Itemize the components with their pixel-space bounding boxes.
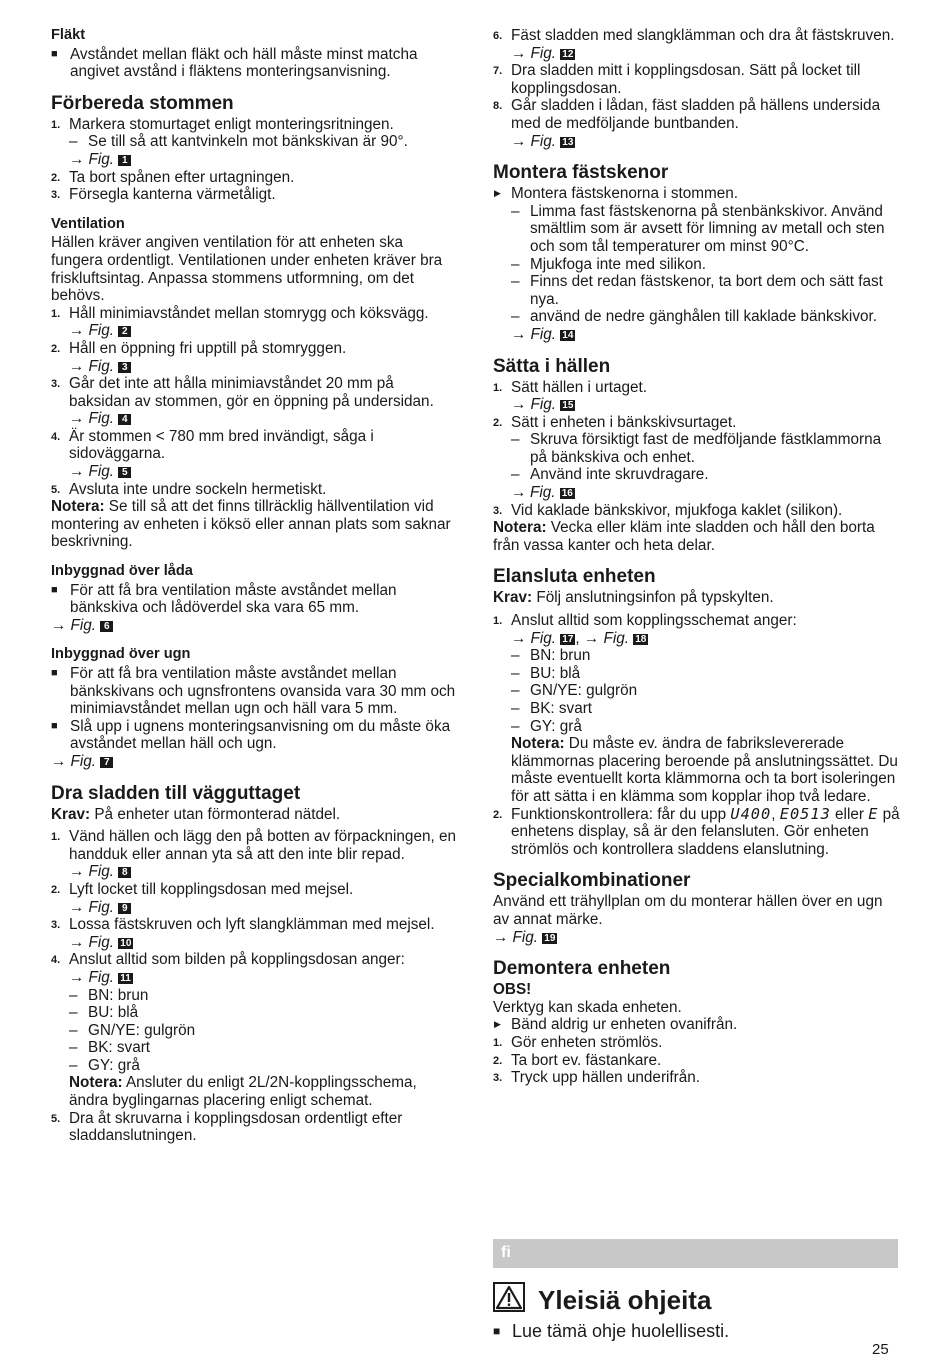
wire-item: – BK: svart bbox=[69, 1039, 151, 1057]
wire-item: – GN/YE: gulgrön bbox=[511, 682, 638, 700]
bullet-item: ■ Avståndet mellan fläkt och häll måste minst matcha angivet avstånd i fläktens monteringsanvisning. bbox=[51, 46, 459, 81]
heading-forbereda-stommen: Förbereda stommen bbox=[51, 92, 234, 114]
figure-ref: → Fig. 4 bbox=[51, 410, 459, 428]
note: Notera: Ansluter du enligt 2L/2N-kopplingsschema, ändra byglingarnas placering enligt schemat. bbox=[69, 1074, 417, 1110]
step-6: 6. Fäst sladden med slangklämman och dra åt fästskruven. bbox=[493, 27, 895, 44]
figure-ref: → Fig. 13 bbox=[511, 132, 574, 150]
figure-ref: → Fig. 16 bbox=[511, 484, 573, 502]
step-2: 2. Håll en öppning fri upptill på stomryggen. bbox=[51, 339, 347, 357]
arrow-icon: → bbox=[69, 863, 85, 881]
step-3: 3. Tryck upp hällen underifrån. bbox=[493, 1069, 701, 1087]
arrow-icon: → bbox=[511, 396, 527, 414]
step-4: 4. Anslut alltid som bilden på kopplingsdosan anger: bbox=[51, 951, 405, 969]
step-1: 1. Vänd hällen och lägg den på botten av förpackningen, en handduk eller annan yta så att den inte blir repad. bbox=[51, 828, 456, 863]
arrow-icon: → bbox=[69, 357, 85, 375]
arrow-icon: → bbox=[69, 933, 85, 951]
step-1: 1. Anslut alltid som kopplingsschemat anger: bbox=[493, 612, 797, 630]
step-1: 1. Markera stomurtaget enligt monteringsritningen. bbox=[51, 115, 394, 133]
triangle-bullet-icon: ▶ bbox=[494, 188, 501, 199]
page-number: 25 bbox=[872, 1341, 889, 1358]
dash-item: – Limma fast fästskenorna på stenbänkskivor. Använd smältlim som är avsett för limning av metall och sten och som tål temperaturer om minst 90°C. bbox=[511, 202, 885, 255]
heading-montera-fastskenor: Montera fästskenor bbox=[493, 162, 669, 184]
figure-ref: → Fig. 3 bbox=[51, 358, 459, 376]
heading-demontera-enheten: Demontera enheten bbox=[493, 958, 671, 980]
step-5: 5. Avsluta inte undre sockeln hermetiskt. bbox=[51, 480, 327, 498]
dash-item: – Se till så att kantvinkeln mot bänkskivan är 90°. bbox=[69, 133, 408, 151]
note: Notera: Se till så att det finns tillräcklig hällventilation vid montering av enheten i köksö eller annan plats som saknar beskrivning. bbox=[51, 498, 451, 551]
wire-item: – BU: blå bbox=[69, 1004, 139, 1022]
right-column bbox=[493, 27, 901, 1087]
wire-item: – GY: grå bbox=[69, 1056, 140, 1074]
heading-specialkombinationer: Specialkombinationer bbox=[493, 870, 691, 892]
heading-satta-i-hallen: Sätta i hällen bbox=[493, 355, 611, 377]
action-step: ▶ Bänd aldrig ur enheten ovanifrån. bbox=[494, 1016, 738, 1034]
bullet-item: ■ För att få bra ventilation måste avståndet mellan bänkskivans och ugnsfrontens ovansida vara 30 mm och minimiavståndet mellan ugn och häll vara 5 mm. bbox=[51, 665, 459, 718]
dash-item: – Mjukfoga inte med silikon. bbox=[511, 255, 706, 273]
dash-item: – Använd inte skruvdragare. bbox=[511, 466, 709, 484]
display-code: U400 bbox=[730, 804, 772, 823]
display-code: E0513 bbox=[779, 804, 831, 823]
bullet-item: ■ Lue tämä ohje huolellisesti. bbox=[493, 1320, 729, 1342]
language-bar bbox=[493, 1239, 898, 1268]
warning-text: Verktyg kan skada enheten. bbox=[493, 998, 682, 1016]
step-1: 1. Håll minimiavståndet mellan stomrygg och köksvägg. bbox=[51, 304, 429, 322]
note: Notera: Vecka eller kläm inte sladden och håll den borta från vassa kanter och heta delar. bbox=[493, 519, 875, 554]
wire-item: – GY: grå bbox=[511, 717, 582, 735]
heading-dra-sladden: Dra sladden till vägguttaget bbox=[51, 782, 301, 804]
section-title-fi: Yleisiä ohjeita bbox=[538, 1285, 712, 1315]
display-code: E bbox=[868, 804, 879, 823]
step-3: 3. Går det inte att hålla minimiavståndet 20 mm på baksidan av stommen, gör en öppning på undersidan. bbox=[51, 375, 434, 410]
step-2: 2. Sätt i enheten i bänkskivsurtaget. bbox=[493, 413, 737, 431]
figure-ref: → Fig. 10 bbox=[69, 933, 132, 951]
figure-ref: → Fig. 2 bbox=[51, 322, 459, 340]
heading-elansluta-enheten: Elansluta enheten bbox=[493, 566, 656, 588]
requirement: Krav: Följ anslutningsinfon på typskylten. bbox=[493, 589, 774, 607]
step-1: 1. Sätt hällen i urtaget. bbox=[493, 378, 648, 396]
step-2: 2. Lyft locket till kopplingsdosan med mejsel. bbox=[51, 880, 354, 898]
heading-inbyggnad-lada: Inbyggnad över låda bbox=[51, 563, 193, 580]
figure-ref: → Fig. 12 bbox=[511, 44, 574, 62]
arrow-icon: → bbox=[511, 132, 527, 150]
left-column bbox=[51, 27, 459, 1145]
step-1: 1. Gör enheten strömlös. bbox=[493, 1033, 663, 1051]
step-3: 3. Lossa fästskruven och lyft slangklämman med mejsel. bbox=[51, 916, 435, 934]
arrow-icon: → bbox=[493, 928, 509, 946]
arrow-icon: → bbox=[69, 898, 85, 916]
wire-item: – BU: blå bbox=[511, 664, 581, 682]
bullet-item: ■ Slå upp i ugnens monteringsanvisning om du måste öka avståndet mellan häll och ugn. bbox=[51, 718, 459, 753]
step-8: 8. Går sladden i lådan, fäst sladden på hällens undersida med de medföljande buntbanden. bbox=[493, 97, 881, 132]
arrow-icon: → bbox=[69, 322, 85, 340]
figure-ref: → Fig. 6 bbox=[51, 617, 459, 635]
figure-ref: → Fig. 8 bbox=[51, 863, 459, 881]
arrow-icon: → bbox=[511, 325, 527, 343]
note: Notera: Du måste ev. ändra de fabrikslevererade klämmornas placering beroende på anslutningssättet. Du måste eventuellt korta klämmorna och ta bort isoleringen för att sätta i en klämma som kopplar ihop två ledare. bbox=[511, 735, 898, 805]
arrow-icon: → bbox=[51, 616, 67, 634]
figure-ref: → Fig. 1 bbox=[51, 151, 459, 169]
step-5: 5. Dra åt skruvarna i kopplingsdosan ordentligt efter sladdanslutningen. bbox=[51, 1109, 403, 1145]
step-3: 3. Försegla kanterna värmetåligt. bbox=[51, 186, 276, 204]
wire-item: – BN: brun bbox=[511, 647, 591, 665]
arrow-icon: → bbox=[583, 629, 600, 647]
heading-ventilation: Ventilation bbox=[51, 215, 125, 232]
arrow-icon: → bbox=[69, 463, 85, 481]
wire-item: – BK: svart bbox=[511, 700, 593, 717]
arrow-icon: → bbox=[511, 484, 527, 502]
arrow-icon: → bbox=[511, 629, 527, 647]
arrow-icon: → bbox=[511, 44, 527, 62]
paragraph: Hällen kräver angiven ventilation för att enheten ska fungera ordentligt. Ventilationen under enheten kräver bra friskluftsintag. Anpassa stommens utformning, om det behövs. bbox=[51, 234, 443, 305]
figure-ref: → Fig. 19 bbox=[493, 928, 556, 946]
requirement: Krav: På enheter utan förmonterad nätdel. bbox=[51, 805, 341, 823]
triangle-bullet-icon: ▶ bbox=[494, 1019, 501, 1030]
heading-flakt: Fläkt bbox=[51, 27, 86, 43]
paragraph: Använd ett trähyllplan om du monterar hällen över en ugn av annat märke. bbox=[493, 893, 883, 928]
figure-ref: → Fig. 14 bbox=[511, 325, 574, 343]
warning-icon bbox=[493, 1282, 525, 1312]
step-2: 2. Ta bort ev. fästankare. bbox=[493, 1051, 662, 1069]
dash-item: – Finns det redan fästskenor, ta bort dem och sätt fast nya. bbox=[511, 273, 883, 308]
figure-ref: → Fig. 5 bbox=[51, 463, 459, 481]
arrow-icon: → bbox=[69, 150, 85, 168]
figure-ref: → Fig. 9 bbox=[51, 899, 459, 917]
arrow-icon: → bbox=[69, 968, 85, 986]
language-code: fi bbox=[501, 1244, 511, 1261]
dash-item: – Skruva försiktigt fast de medföljande fästklammorna på bänkskiva och enhet. bbox=[511, 431, 882, 466]
bullet-item: ■ För att få bra ventilation måste avståndet mellan bänkskiva och lådöverdel ska vara 65 mm. bbox=[51, 582, 459, 617]
step-3: 3. Vid kaklade bänkskivor, mjukfoga kaklet (silikon). bbox=[493, 501, 843, 519]
wire-item: – BN: brun bbox=[69, 986, 149, 1004]
figure-ref: → Fig. 11 bbox=[69, 968, 131, 986]
arrow-icon: → bbox=[51, 752, 67, 770]
arrow-icon: → bbox=[69, 410, 85, 428]
step-2: 2. Funktionskontrollera: får du upp U400, E0513 eller E på enhetens display, så är den felansluten. Gör enheten strömlös och kontrollera sladdens elanslutning. bbox=[493, 804, 900, 858]
figure-ref: → Fig. 7 bbox=[51, 753, 459, 771]
step-4: 4. Är stommen < 780 mm bred invändigt, såga i sidoväggarna. bbox=[51, 427, 374, 463]
step-7: 7. Dra sladden mitt i kopplingsdosan. Sätt på locket till kopplingsdosan. bbox=[493, 62, 861, 97]
figure-ref: → Fig. 15 bbox=[511, 396, 574, 414]
figure-ref: → Fig. 17 , → Fig. 18 bbox=[511, 629, 647, 647]
wire-item: – GN/YE: gulgrön bbox=[69, 1021, 196, 1039]
step-2: 2. Ta bort spånen efter urtagningen. bbox=[51, 168, 295, 186]
heading-inbyggnad-ugn: Inbyggnad över ugn bbox=[51, 646, 191, 663]
action-step: ▶ Montera fästskenorna i stommen. bbox=[494, 185, 739, 203]
dash-item: – använd de nedre gänghålen till kaklade bänkskivor. bbox=[511, 308, 877, 326]
warning-label: OBS! bbox=[493, 981, 532, 999]
